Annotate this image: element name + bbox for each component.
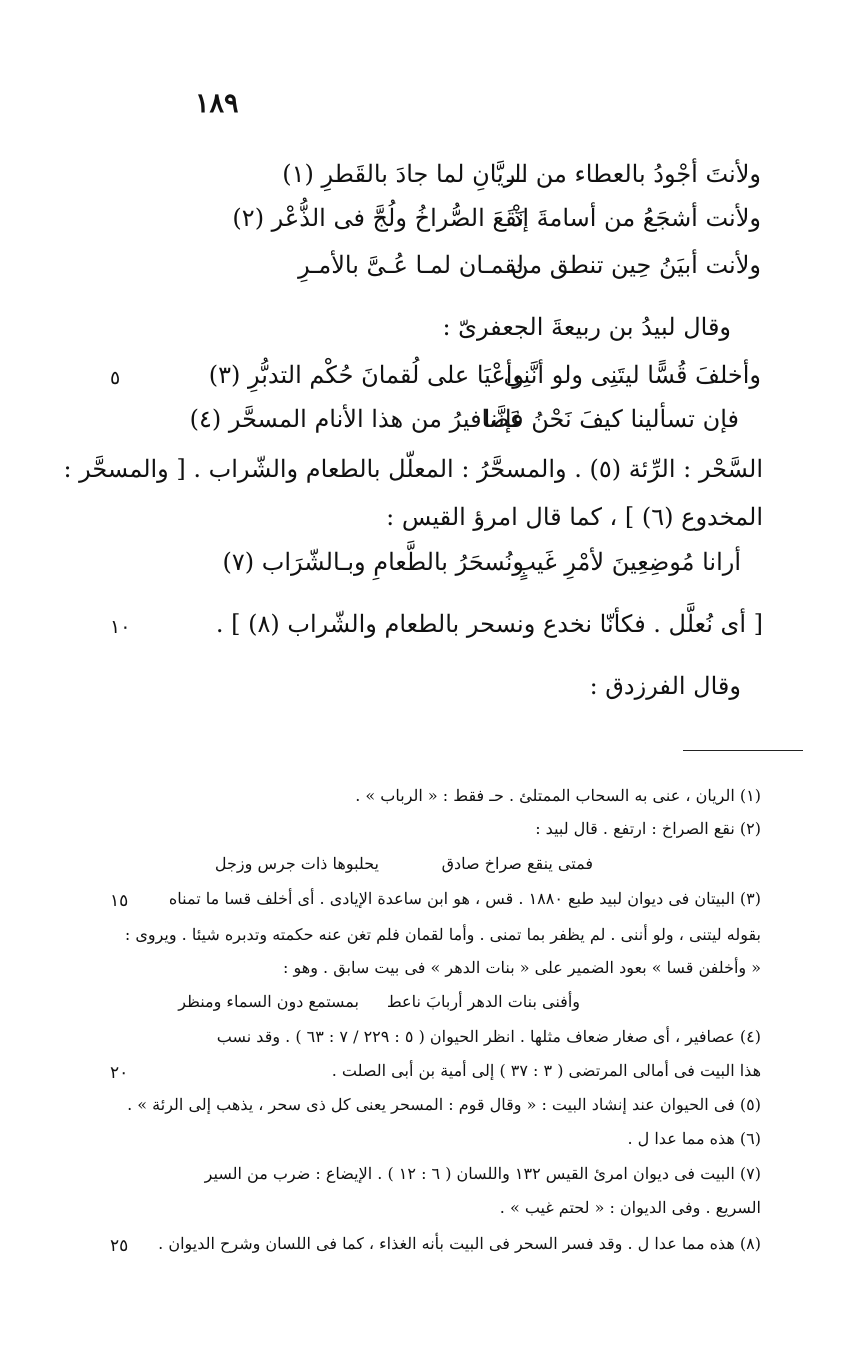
verse-hemistich-right: وأخلفَ قُسًّا ليتَنِى ولو أنَّنِى bbox=[503, 361, 761, 389]
verse-hemistich-right: فإن تسألينا كيفَ نَحْنُ فإنَّنا bbox=[483, 405, 739, 433]
commentary-line: [ أى نُعلَّل . فكأنّا نخدع ونسحر بالطعام والشّراب (٨) ] . bbox=[215, 610, 763, 638]
intro-labid: وقال لبيدُ بن ربيعةَ الجعفرىّ : bbox=[442, 313, 731, 341]
footnote: (١) الريان ، عنى به السحاب الممتلئ . حـ فقط : « الرباب » . bbox=[355, 786, 761, 805]
line-number: ٢٥ bbox=[110, 1236, 129, 1256]
verse-hemistich-right: ولأنت أشجَعُ من أسامةَ إذْ bbox=[511, 204, 761, 232]
footnote: بقوله ليتنى ، ولو أننى . لم يظفر بما تمنى . وأما لقمان فلم تغن عنه حكمته وتدبره شيئا . ويروى : bbox=[124, 925, 761, 944]
footnote: السريع . وفى الديوان : « لحتم غيب » . bbox=[499, 1198, 761, 1217]
verse-hemistich-right: ولأنتَ أجْودُ بالعطاء من الـ bbox=[507, 160, 761, 188]
footnote: (٣) البيتان فى ديوان لبيد طبع ١٨٨٠ . قس ، هو ابن ساعدة الإيادى . أى أخلف قسا ما تمناه bbox=[168, 889, 761, 908]
footnote: (٤) عصافير ، أى صغار ضعاف مثلها . انظر الحيوان ( ٥ : ٢٢٩ / ٧ : ٦٣ ) . وقد نسب bbox=[216, 1027, 761, 1046]
footnote-verse-right: فمتى ينقع صراخ صادق bbox=[441, 854, 593, 873]
footnote: (٨) هذه مما عدا ل . وقد فسر السحر فى البيت بأنه الغذاء ، كما فى اللسان وشرح الديوان . bbox=[158, 1234, 761, 1253]
line-number: ١٥ bbox=[110, 891, 129, 911]
commentary-line: السَّحْر : الرِّئة (٥) . والمسحَّرُ : المعلّل بالطعام والشّراب . [ والمسحَّر : bbox=[63, 455, 763, 483]
footnote: (٢) نقع الصراخ : ارتفع . قال لبيد : bbox=[535, 819, 761, 838]
commentary-line: المخدوع (٦) ] ، كما قال امرؤ القيس : bbox=[386, 503, 763, 531]
verse-hemistich-left: ـريَّانِ لما جادَ بالقَطرِ (١) bbox=[282, 160, 524, 188]
line-number: ٥ bbox=[110, 367, 121, 389]
footnote: (٥) فى الحيوان عند إنشاد البيت : « وقال قوم : المسحر يعنى كل ذى سحر ، يذهب إلى الرئة » . bbox=[127, 1095, 761, 1114]
footnote: (٧) البيت فى ديوان امرئ القيس ١٣٢ واللسان ( ٦ : ١٢ ) . الإيضاع : ضرب من السير bbox=[204, 1164, 761, 1183]
verse-hemistich-right: أرانا مُوضِعِينَ لأمْرِ غَيبٍ bbox=[513, 548, 741, 576]
line-number: ١٠ bbox=[110, 616, 131, 638]
verse-hemistich-left: لقمـان لمـا عُـىَّ بالأمـرِ bbox=[298, 251, 524, 279]
footnote: هذا البيت فى أمالى المرتضى ( ٣ : ٣٧ ) إلى أمية بن أبى الصلت . bbox=[331, 1061, 761, 1080]
intro-farazdaq: وقال الفرزدق : bbox=[589, 672, 741, 700]
page-number: ١٨٩ bbox=[195, 88, 239, 119]
verse-hemistich-right: ولأنت أبيَنُ حِين تنطق من bbox=[511, 251, 761, 279]
footnote-verse-left: يحلبوها ذات جرس وزجل bbox=[214, 854, 379, 873]
footnote: « وأخلفن قسا » بعود الضمير على « بنات الدهر » فى بيت سابق . وهو : bbox=[283, 958, 761, 977]
footnote-verse-right: وأفنى بنات الدهر أربابَ ناعط bbox=[386, 992, 580, 1011]
footnote: (٦) هذه مما عدا ل . bbox=[627, 1129, 761, 1148]
line-number: ٢٠ bbox=[110, 1063, 129, 1083]
footnote-verse-left: بمستمع دون السماء ومنظر bbox=[178, 992, 359, 1011]
verse-hemistich-left: نَقَعَ الصُّراخُ ولُجَّ فى الذُّعْر (٢) bbox=[232, 204, 524, 232]
verse-hemistich-left: عَصافيرُ من هذا الأنام المسحَّر (٤) bbox=[189, 405, 524, 433]
verse-hemistich-left: وأعْيَا على لُقمانَ حُكْم التدبُّرِ (٣) bbox=[208, 361, 524, 389]
footnote-separator bbox=[683, 750, 803, 751]
verse-hemistich-left: ونُسحَرُ بالطَّعامِ وبـالشّرَاب (٧) bbox=[222, 548, 524, 576]
